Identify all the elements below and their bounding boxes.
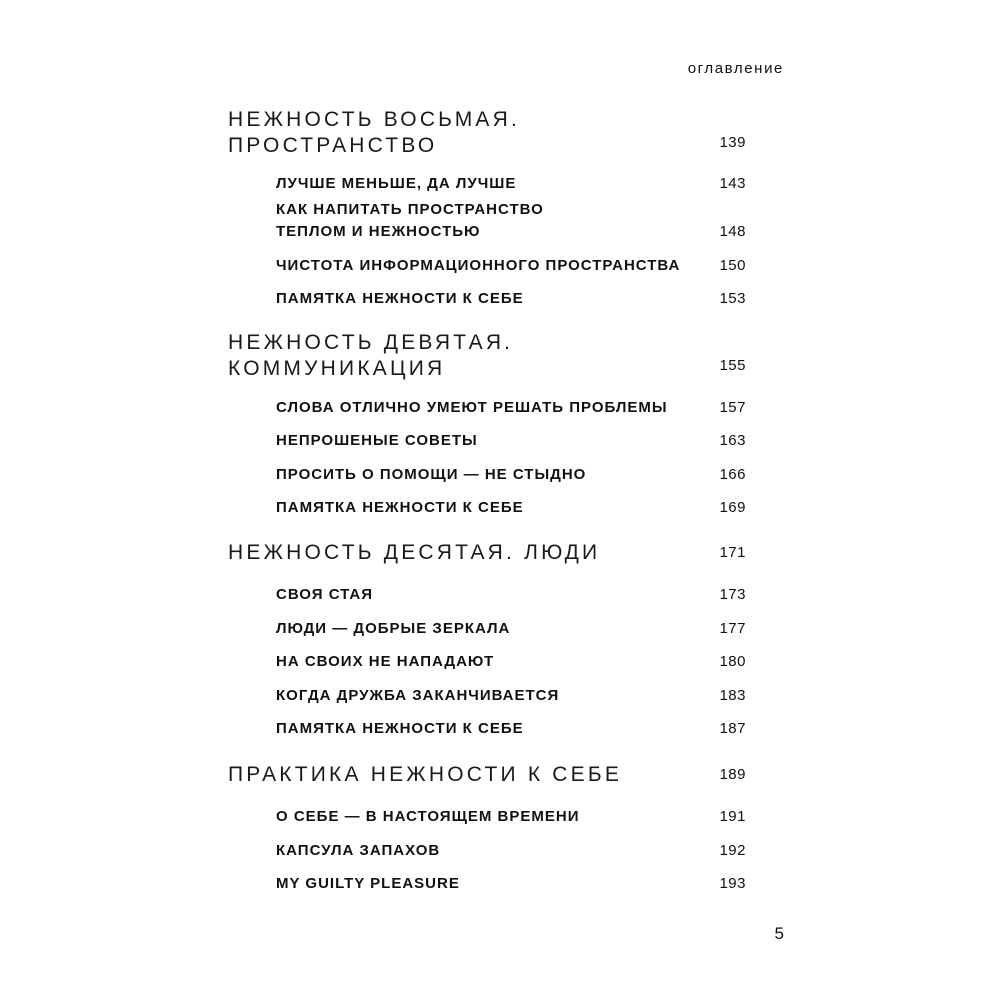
toc-entry[interactable] [276, 873, 746, 895]
entry-title: ПАМЯТКА НЕЖНОСТИ К СЕБЕ [276, 290, 524, 307]
entry-page-number: 169 [719, 499, 746, 516]
section-page-number: 189 [719, 766, 746, 783]
toc-entry[interactable] [276, 718, 746, 740]
toc-entry[interactable] [276, 397, 746, 419]
toc-entry[interactable] [276, 255, 746, 277]
toc-section[interactable] [228, 540, 748, 566]
toc-entry[interactable] [276, 288, 746, 310]
entry-page-number: 166 [719, 466, 746, 483]
entry-title: ЛЮДИ — ДОБРЫЕ ЗЕРКАЛА [276, 620, 511, 637]
entry-title: ЧИСТОТА ИНФОРМАЦИОННОГО ПРОСТРАНСТВА [276, 257, 681, 274]
toc-entry[interactable] [276, 199, 746, 243]
entry-page-number: 191 [719, 808, 746, 825]
section-title: НЕЖНОСТЬ ДЕВЯТАЯ. КОММУНИКАЦИЯ [228, 331, 514, 380]
entry-page-number: 192 [719, 842, 746, 859]
entry-title: ПАМЯТКА НЕЖНОСТИ К СЕБЕ [276, 499, 524, 516]
entry-page-number: 183 [719, 687, 746, 704]
entry-title: СВОЯ СТАЯ [276, 586, 374, 603]
section-title: НЕЖНОСТЬ ДЕСЯТАЯ. ЛЮДИ [228, 541, 601, 564]
toc-section[interactable] [228, 107, 748, 159]
entry-title: СЛОВА ОТЛИЧНО УМЕЮТ РЕШАТЬ ПРОБЛЕМЫ [276, 399, 668, 416]
entry-page-number: 163 [719, 432, 746, 449]
entry-page-number: 173 [719, 586, 746, 603]
page-number-folio: 5 [774, 924, 784, 943]
section-page-number: 139 [719, 134, 746, 151]
entry-title: НЕПРОШЕНЫЕ СОВЕТЫ [276, 432, 478, 449]
toc-entry[interactable] [276, 806, 746, 828]
entry-title: MY GUILTY PLEASURE [276, 875, 460, 892]
section-page-number: 171 [719, 544, 746, 561]
toc-entry[interactable] [276, 584, 746, 606]
toc-section[interactable] [228, 762, 748, 788]
toc-entry[interactable] [276, 840, 746, 862]
entry-title: НА СВОИХ НЕ НАПАДАЮТ [276, 653, 495, 670]
section-title: НЕЖНОСТЬ ВОСЬМАЯ. ПРОСТРАНСТВО [228, 108, 521, 157]
entry-page-number: 177 [719, 620, 746, 637]
toc-entry[interactable] [276, 464, 746, 486]
toc-entry[interactable] [276, 497, 746, 519]
entry-title: О СЕБЕ — В НАСТОЯЩЕМ ВРЕМЕНИ [276, 808, 580, 825]
entry-title: КОГДА ДРУЖБА ЗАКАНЧИВАЕТСЯ [276, 687, 560, 704]
entry-page-number: 143 [719, 175, 746, 192]
entry-title: ПАМЯТКА НЕЖНОСТИ К СЕБЕ [276, 720, 524, 737]
entry-page-number: 193 [719, 875, 746, 892]
entry-title: КАПСУЛА ЗАПАХОВ [276, 842, 441, 859]
entry-page-number: 180 [719, 653, 746, 670]
section-page-number: 155 [719, 357, 746, 374]
toc-entry[interactable] [276, 685, 746, 707]
toc-section[interactable] [228, 330, 748, 382]
entry-title: ПРОСИТЬ О ПОМОЩИ — НЕ СТЫДНО [276, 466, 587, 483]
entry-page-number: 157 [719, 399, 746, 416]
entry-page-number: 148 [719, 223, 746, 240]
toc-entry[interactable] [276, 173, 746, 195]
entry-title: ЛУЧШЕ МЕНЬШЕ, ДА ЛУЧШЕ [276, 175, 517, 192]
toc-entry[interactable] [276, 651, 746, 673]
entry-title: КАК НАПИТАТЬ ПРОСТРАНСТВО ТЕПЛОМ И НЕЖНОСТЬЮ [276, 201, 544, 240]
toc-entry[interactable] [276, 430, 746, 452]
entry-page-number: 187 [719, 720, 746, 737]
section-title: ПРАКТИКА НЕЖНОСТИ К СЕБЕ [228, 763, 623, 786]
toc-entry[interactable] [276, 618, 746, 640]
running-head: оглавление [687, 60, 784, 77]
entry-page-number: 153 [719, 290, 746, 307]
entry-page-number: 150 [719, 257, 746, 274]
